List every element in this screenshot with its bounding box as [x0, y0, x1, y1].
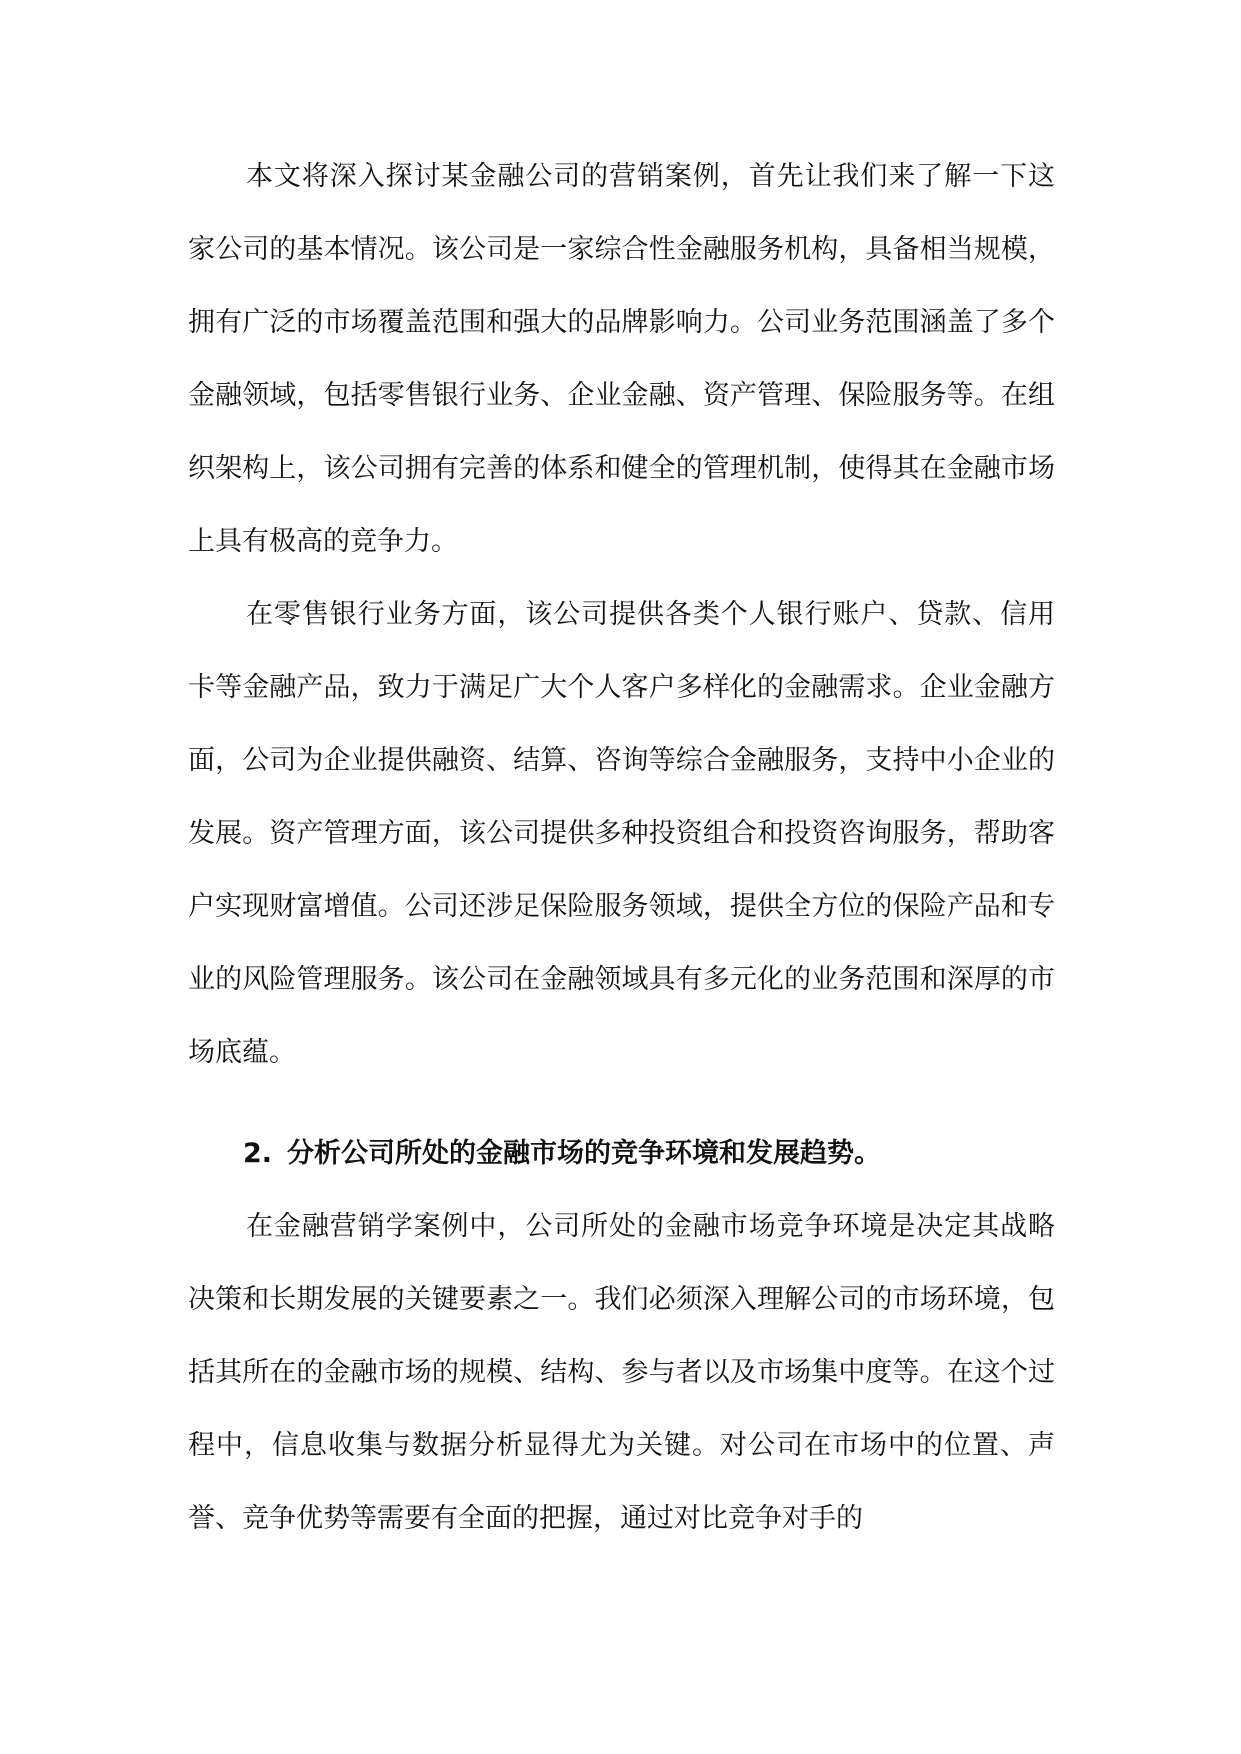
- section-number: 2.: [243, 1138, 273, 1169]
- section-title: 分析公司所处的金融市场的竞争环境和发展趋势。: [287, 1138, 881, 1169]
- paragraph-company-overview: 本文将深入探讨某金融公司的营销案例，首先让我们来了解一下这家公司的基本情况。该公司是一家综合性金融服务机构，具备相当规模，拥有广泛的市场覆盖范围和强大的品牌影响力。公司业务范围涵盖了多个金融领域，包括零售银行业务、企业金融、资产管理、保险服务等。在组织架构上，该公司拥有完善的体系和健全的管理机制，使得其在金融市场上具有极高的竞争力。: [188, 161, 1055, 557]
- paragraph-competitive-environment: 在金融营销学案例中，公司所处的金融市场竞争环境是决定其战略决策和长期发展的关键要素之一。我们必须深入理解公司的市场环境，包括其所在的金融市场的规模、结构、参与者以及市场集中度等。在这个过程中，信息收集与数据分析显得尤为关键。对公司在市场中的位置、声誉、竞争优势等需要有全面的把握，通过对比竞争对手的: [188, 1211, 1055, 1534]
- paragraph-business-lines: 在零售银行业务方面，该公司提供各类个人银行账户、贷款、信用卡等金融产品，致力于满足广大个人客户多样化的金融需求。企业金融方面，公司为企业提供融资、结算、咨询等综合金融服务，支持中小企业的发展。资产管理方面，该公司提供多种投资组合和投资咨询服务，帮助客户实现财富增值。公司还涉足保险服务领域，提供全方位的保险产品和专业的风险管理服务。该公司在金融领域具有多元化的业务范围和深厚的市场底蕴。: [188, 599, 1055, 1068]
- document-body: [188, 140, 1055, 1555]
- section-heading: [188, 1126, 1055, 1182]
